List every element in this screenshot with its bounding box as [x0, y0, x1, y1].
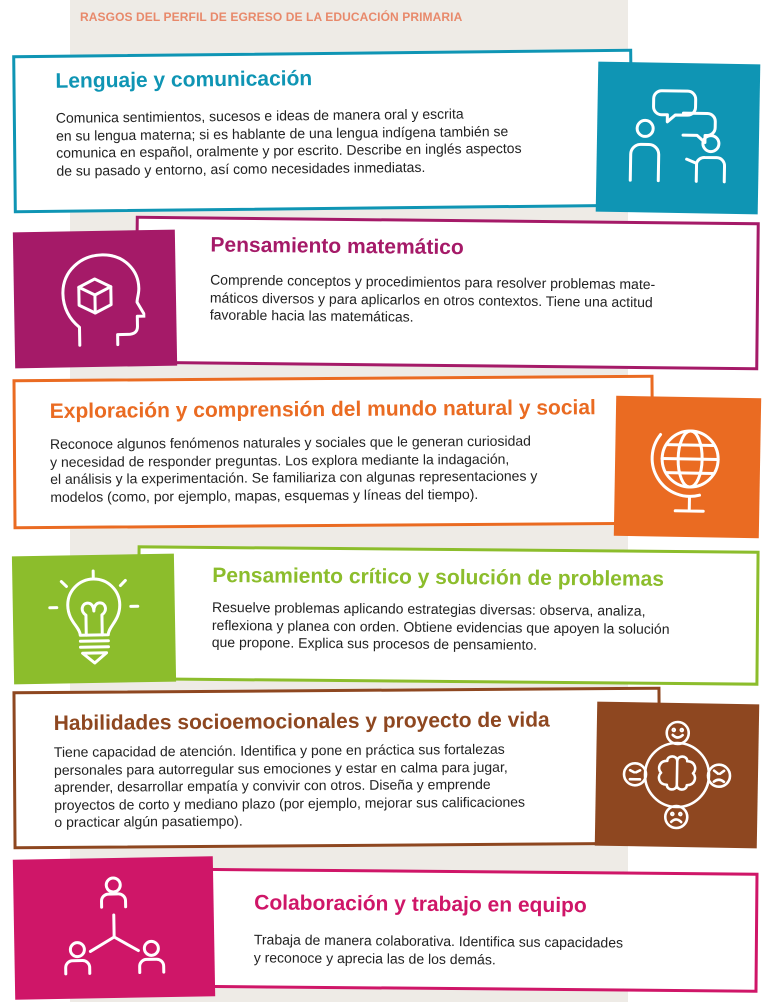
head-cube-icon	[13, 230, 177, 369]
section-heading: Colaboración y trabajo en equipo	[254, 891, 587, 918]
page-title: RASGOS DEL PERFIL DE EGRESO DE LA EDUCACIÓN PRIMARIA	[80, 10, 463, 24]
globe-icon	[614, 396, 761, 539]
section-body: Comprende conceptos y procedimientos para resolver problemas mate- máticos diversos y para aplicarlos en otros contextos. Tiene una actitud favorable hacia las matemáticas.	[209, 271, 656, 325]
light-bulb-icon	[12, 554, 176, 685]
section-habilidades-socioemocionales	[12, 687, 661, 850]
section-lenguaje-comunicacion	[12, 49, 634, 213]
section-body: Comunica sentimientos, sucesos e ideas de manera oral y escrita en su lengua materna; si es hablante de una lengua indígena también se comunica en español, oralmente y por escrito. Describe en inglés aspectos de su pasado y entorno, así como necesidades inmediatas.	[55, 105, 522, 179]
section-heading: Habilidades socioemocionales y proyecto de vida	[53, 708, 550, 735]
section-body: Trabaja de manera colaborativa. Identifica sus capacidades y reconoce y aprecia las de los demás.	[253, 931, 624, 967]
section-body: Reconoce algunos fenómenos naturales y sociales que le generan curiosidad y necesidad de responder preguntas. Los explora mediante la indagación, el análisis y la experimentación. Se familiariza con algunas representaciones y modelos (como, por ejemplo, mapas, esquemas y líneas del tiempo).	[49, 432, 538, 505]
people-talking-icon	[596, 62, 761, 215]
section-heading: Exploración y comprensión del mundo natural y social	[49, 396, 596, 423]
section-pensamiento-critico	[136, 545, 759, 685]
brain-emotions-icon	[595, 702, 759, 849]
section-body: Resuelve problemas aplicando estrategias diversas: observa, analiza, reflexiona y planea con orden. Obtiene evidencias que apoyen la solución que propone. Explica sus procesos de pensamiento.	[211, 598, 670, 653]
team-network-icon	[13, 856, 215, 999]
section-pensamiento-matematico	[134, 216, 760, 371]
section-heading: Pensamiento matemático	[210, 233, 464, 260]
section-heading: Pensamiento crítico y solución de problemas	[212, 563, 665, 591]
section-colaboracion-equipo	[134, 867, 758, 992]
section-heading: Lenguaje y comunicación	[55, 67, 313, 93]
section-body: Tiene capacidad de atención. Identifica y pone en práctica sus fortalezas personales para autorregular sus emociones y estar en calma para jugar, aprender, desarrollar empatía y convivir con otros. Diseña y emprende proyectos de corto y mediano plazo (por ejemplo, mejorar sus calificaciones o practicar algún pasatiempo).	[53, 740, 526, 830]
section-exploracion-mundo	[12, 375, 654, 529]
